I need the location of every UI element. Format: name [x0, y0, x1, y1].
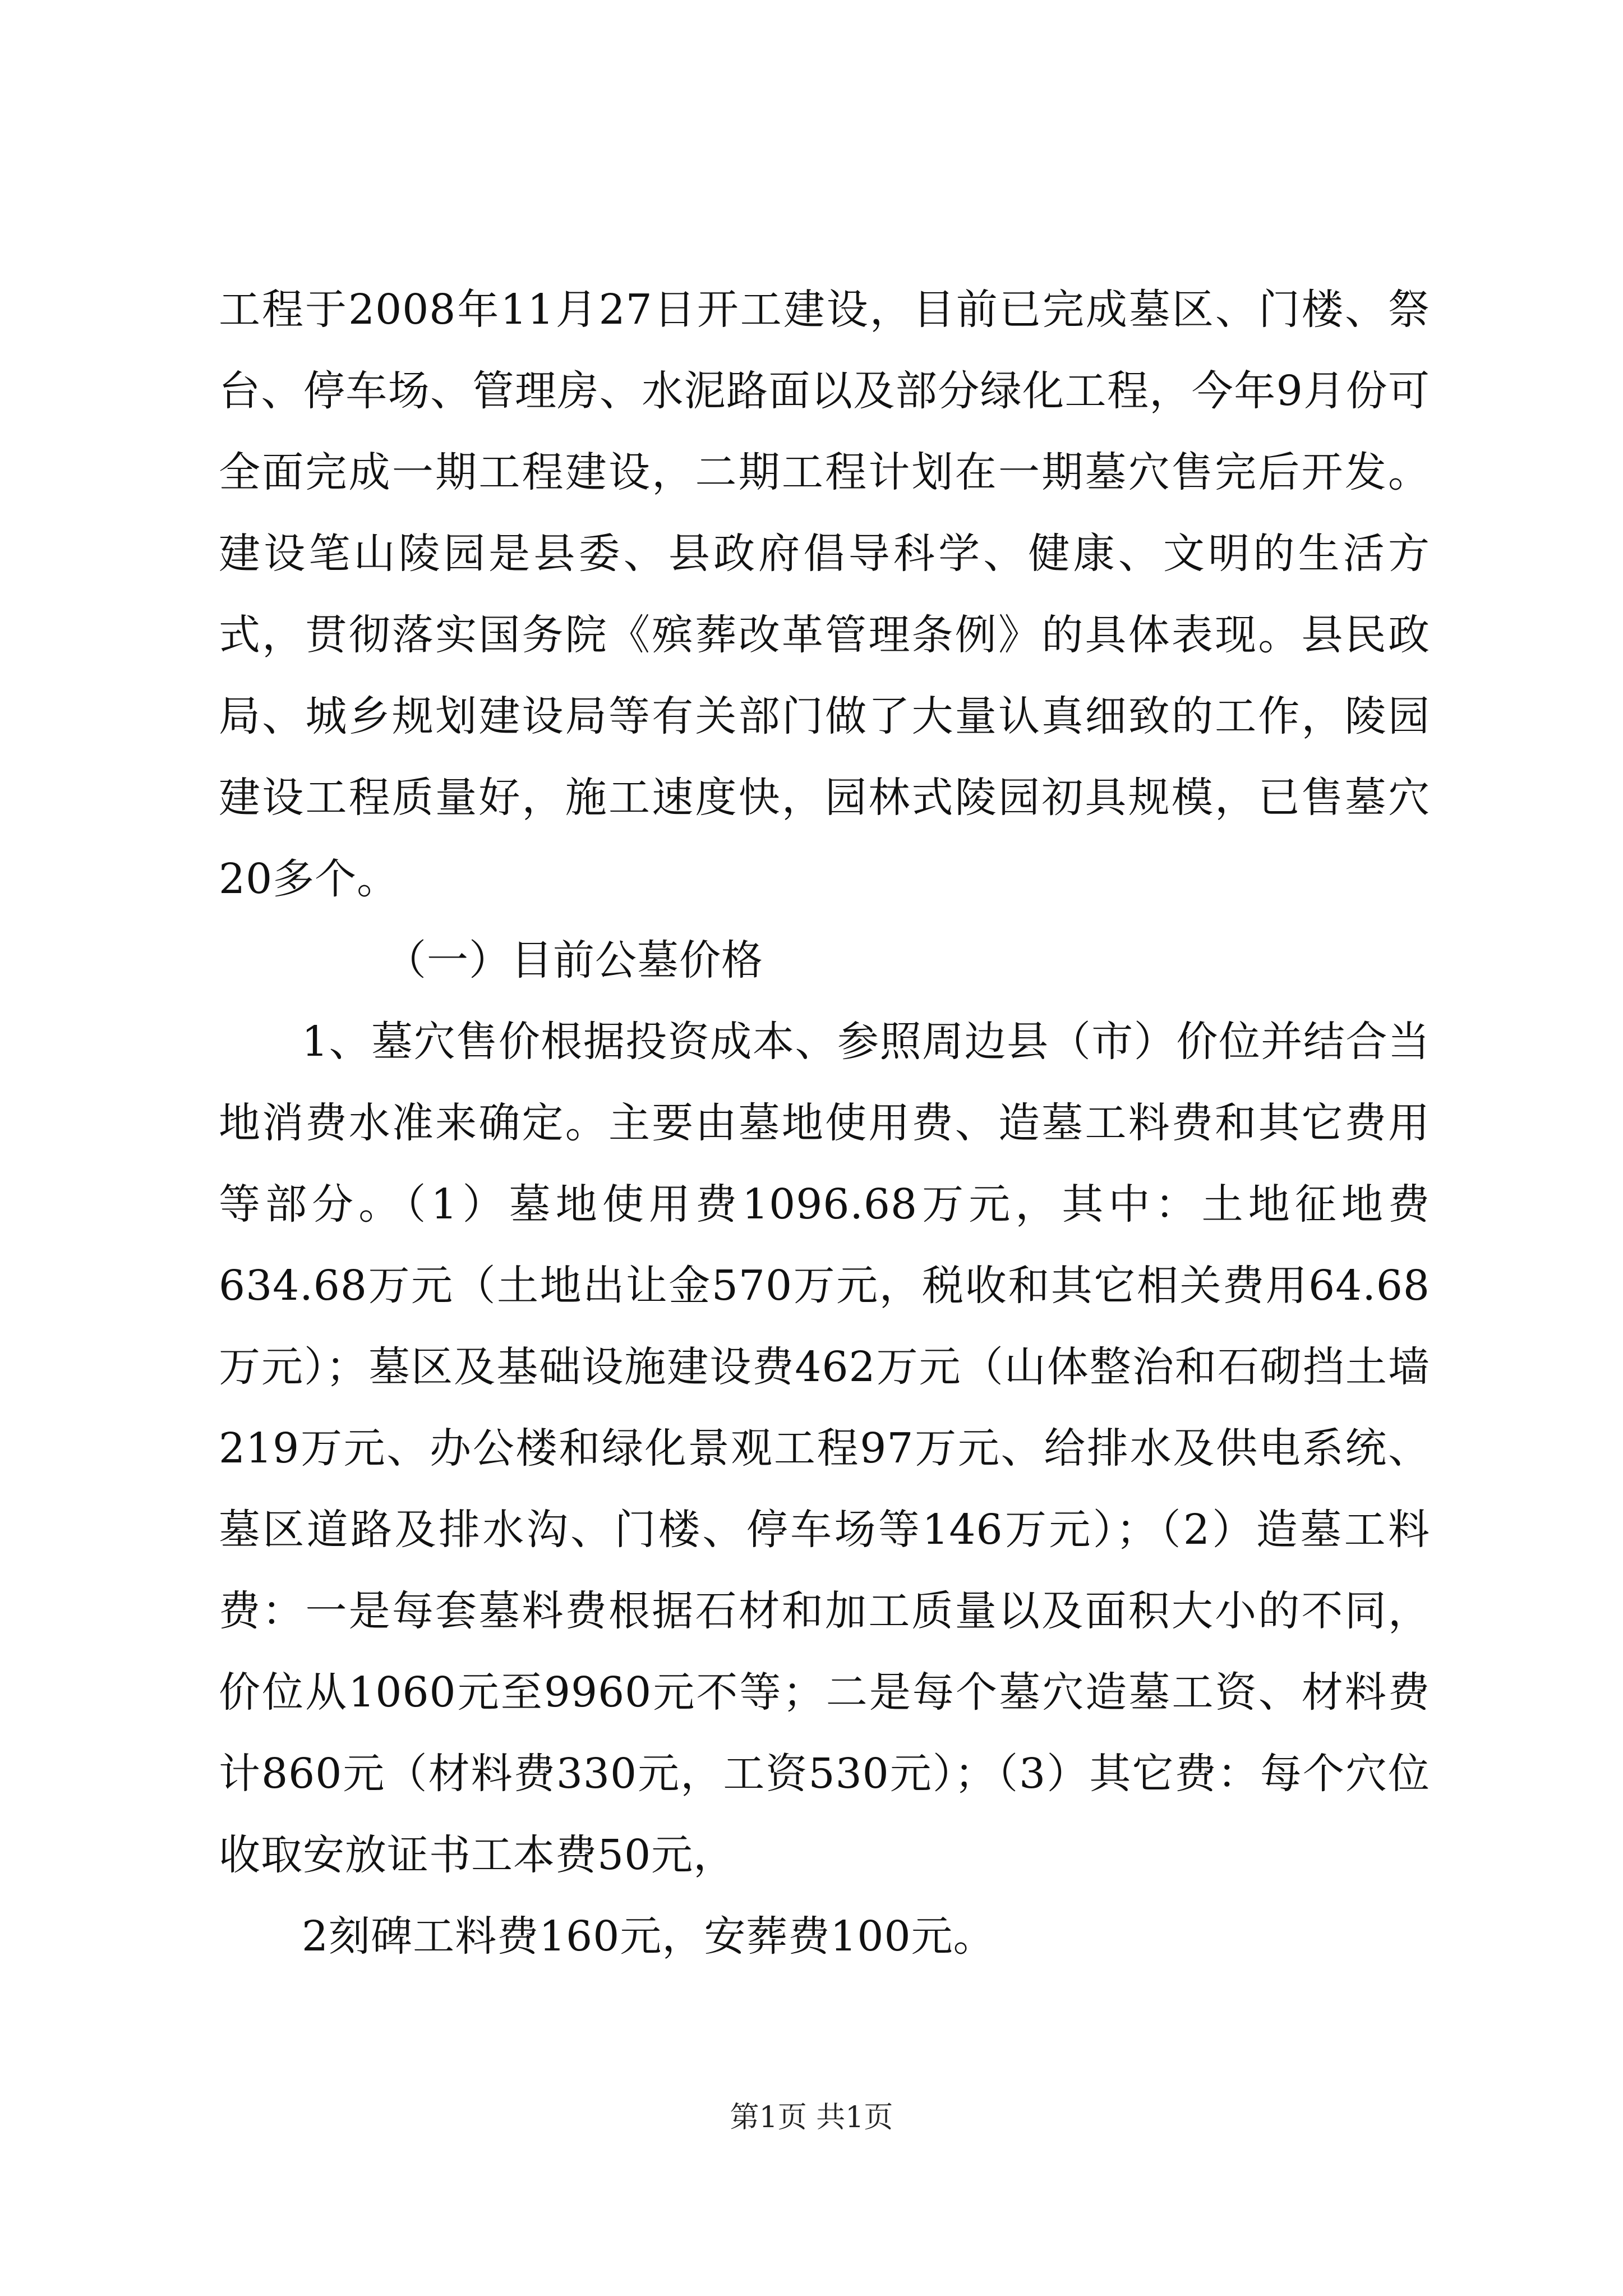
document-body [219, 269, 1430, 1977]
section-heading-current-prices: （一）目前公墓价格 [385, 936, 763, 984]
paragraph-pricing-details: 1、墓穴售价根据投资成本、参照周边县（市）价位并结合当地消费水准来确定。主要由墓地使用费、造墓工料费和其它费用等部分。（1）墓地使用费1096.68万元，其中：土地征地费634.68万元（土地出让金570万元，税收和其它相关费用64.68万元）；墓区及基础设施建设费462万元（山体整治和石砌挡土墙219万元、办公楼和绿化景观工程97万元、给排水及供电系统、墓区道路及排水沟、门楼、停车场等146万元）；（2）造墓工料费：一是每套墓料费根据石材和加工质量以及面积大小的不同，价位从1060元至9960元不等；二是每个墓穴造墓工资、材料费计860元（材料费330元，工资530元）；（3）其它费：每个穴位收取安放证书工本费50元， [219, 1018, 1430, 1879]
page-number-footer: 第1页 共1页 [730, 2101, 893, 2134]
paragraph-engraving-fees: 2刻碑工料费160元，安葬费100元。 [302, 1912, 995, 1961]
paragraph-construction-progress: 工程于2008年11月27日开工建设，目前已完成墓区、门楼、祭台、停车场、管理房、水泥路面以及部分绿化工程，今年9月份可全面完成一期工程建设，二期工程计划在一期墓穴售完后开发。建设笔山陵园是县委、县政府倡导科学、健康、文明的生活方式，贯彻落实国务院《殡葬改革管理条例》的具体表现。县民政局、城乡规划建设局等有关部门做了大量认真细致的工作，陵园建设工程质量好，施工速度快，园林式陵园初具规模，已售墓穴20多个。 [219, 286, 1430, 903]
